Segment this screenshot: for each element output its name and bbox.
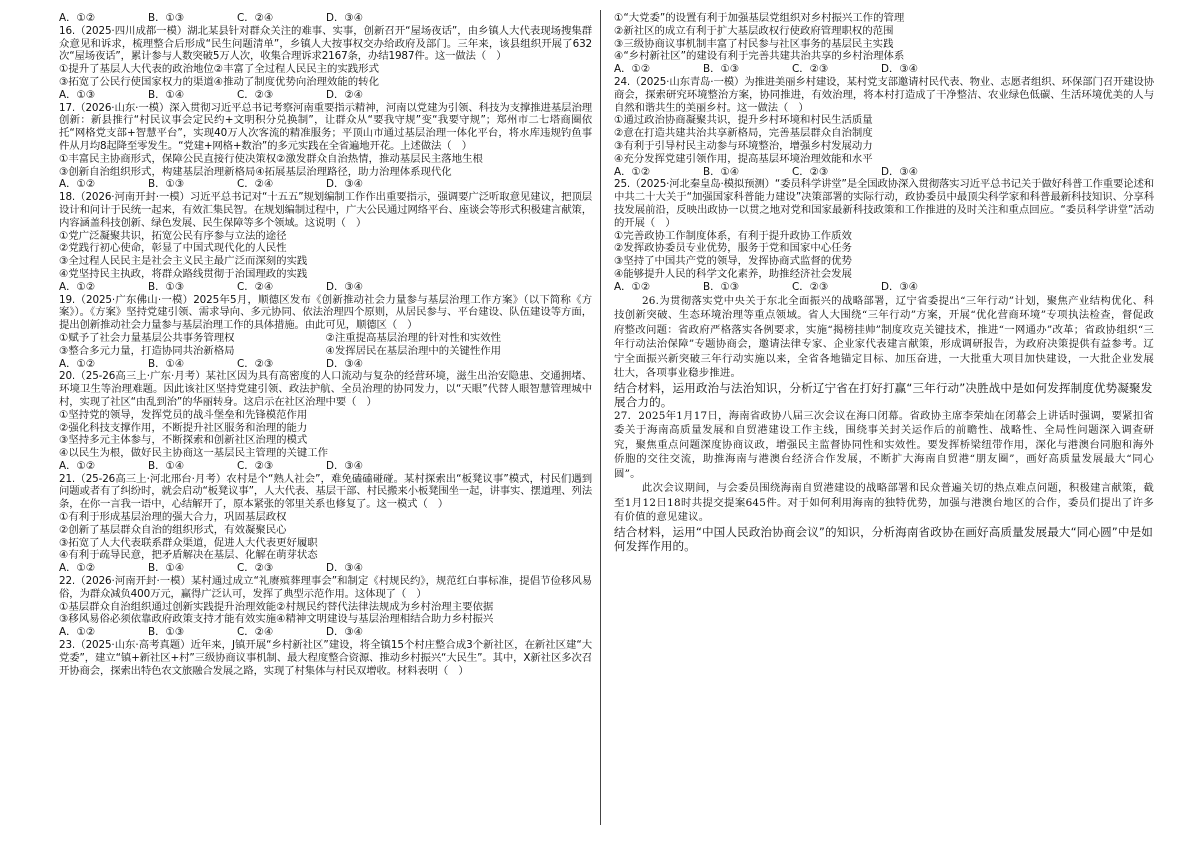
question-23-choices: A．①② B．①③ C．②③ D．③④ bbox=[614, 63, 919, 76]
question-26-prompt: 结合材料，运用政治与法治知识，分析辽宁省在打好打赢“三年行动”决胜战中是如何发挥制度优势凝聚发展合力的。 bbox=[614, 380, 1153, 409]
question-23-option: ②新社区的成立有利于扩大基层政权行使政府管理职权的范围 bbox=[614, 24, 894, 37]
question-23-option: ④“乡村新社区”的建设有利于完善共建共治共享的乡村治理体系 bbox=[614, 50, 905, 63]
question-20-stem: 20.（25-26高三上·广东·月考）某社区因为具有高密度的人口流动与复杂的经营环境，滋生出治安隐患、交通拥堵、环境卫生等治理难题。因此该社区坚持党建引领、政法护航、全员治理的协同发力，以“天眼”代替人眼智慧管理城中村，实现了社区“由乱到治”的华丽转身。这启示在社区治理中要（ ） bbox=[59, 370, 592, 408]
question-25-option: ④能够提升人民的科学文化素养，助推经济社会发展 bbox=[614, 267, 852, 280]
question-22-stem: 22.（2026·河南开封·一模）某村通过成立“礼赓殡葬理事会”和制定《村规民约》，规范红白事标准，提倡节俭移风易俗，为群众减负400万元，赢得广泛认可，发挥了典型示范作用。这体现了（ ） bbox=[59, 575, 592, 600]
question-19-option-row: ①赋予了社会力量基层公共事务管理权 ②注重提高基层治理的针对性和实效性 bbox=[59, 331, 502, 344]
question-24-stem: 24.（2025·山东青岛·一模）为推进美丽乡村建设，某村党支部邀请村民代表、物业、志愿者组织、环保部门召开建设协商会，探索研究环境整治方案，协同推进，有效治理，将本村打造成了干净整洁、农业绿色低碳、生活环境优美的人与自然和谐共生的美丽乡村。这一做法（ ） bbox=[614, 75, 1154, 114]
question-20-option: ①坚持党的领导，发挥党员的战斗堡垒和先锋模范作用 bbox=[59, 408, 308, 421]
column-divider bbox=[600, 10, 601, 825]
question-18-option: ①党广泛凝聚共识，拓宽公民有序参与立法的途径 bbox=[59, 229, 287, 242]
question-21-option: ①有利于形成基层治理的强大合力，巩固基层政权 bbox=[59, 511, 287, 524]
question-24-option: ②意在打造共建共治共享新格局，完善基层群众自治制度 bbox=[614, 127, 873, 140]
question-22-option: ③移风易俗必须依靠政府政策支持才能有效实施④精神文明建设与基层治理相结合助力乡村振兴 bbox=[59, 613, 494, 626]
question-23-option: ③三级协商议事机制丰富了村民参与社区事务的基层民主实践 bbox=[614, 37, 894, 50]
question-21-option: ③拓宽了人大代表联系群众渠道，促进人大代表更好履职 bbox=[59, 536, 318, 549]
question-18-option: ③全过程人民民主是社会主义民主最广泛而深刻的实践 bbox=[59, 255, 308, 268]
question-18-option: ④党坚持民主执政，将群众路线贯彻于治国理政的实践 bbox=[59, 267, 308, 280]
question-17-stem: 17.（2026·山东·一模）深入贯彻习近平总书记考察河南重要指示精神，河南以党建为引领、科技为支撑推进基层治理创新：新县推行“村民议事会定民约+文明积分兑换制”，让群众从“要我守规”变“我要守规”；郑州市二七塔商圈依托“网格党支部+智慧平台”，实现40万人次客流的精准服务；平顶山市通过基层治理一体化平台，将水库违规钓鱼事件从月均8起降至零发生。“党建+网格+数治”的多元实践在全省遍地开花。上述做法（ ） bbox=[59, 101, 592, 152]
question-20-choices: A．①② B．①④ C．②③ D．③④ bbox=[59, 459, 364, 472]
question-27-material-continued: 此次会议期间，与会委员围绕海南自贸港建设的战略部署和民众普遍关切的热点难点问题，积极建言献策，截至1月12日18时共提交提案645件。对于如何利用海南的独特优势，加强与港澳台地区的合作，委员们提出了许多有价值的意见建议。 bbox=[614, 482, 1154, 524]
question-24-option: ③有利于引导村民主动参与环境整治，增强乡村发展动力 bbox=[614, 139, 873, 152]
question-21-stem: 21.（25-26高三上·河北邢台·月考）农村是个“熟人社会”，难免磕磕碰碰。某村探索出“板凳议事”模式，村民们遇到问题或者有了纠纷时，就会启动“板凳议事”，人大代表、基层干部、村民搬来小板凳围坐一起，讲事实、摆道理、列法条，在你一言我一语中，心结解开了，原本紧张的邻里关系也修复了。这一模式（ ） bbox=[59, 472, 592, 511]
question-18-choices: A．①② B．①③ C．②④ D．③④ bbox=[59, 280, 364, 293]
question-16-option: ①提升了基层人大代表的政治地位②丰富了全过程人民民主的实践形式 bbox=[59, 63, 379, 76]
question-16-option: ③拓宽了公民行使国家权力的渠道④推动了制度优势向治理效能的转化 bbox=[59, 75, 379, 88]
question-24-choices: A．①② B．①④ C．②③ D．③④ bbox=[614, 165, 919, 178]
question-25-option: ①完善政协工作制度体系，有利于提升政协工作质效 bbox=[614, 229, 852, 242]
question-16-stem: 16.（2025·四川成都一模）湖北某县针对群众关注的难事、实事，创新召开“屋场夜话”，由乡镇人大代表现场搜集群众意见和诉求，梳理整合后形成“民生问题清单”，乡镇人大按事权交办给政府及部门。三年来，该县组织开展了632次“屋场夜话”，累计参与人数突破5万人次，收集合理诉求2167条，办结1987件。这一做法（ ） bbox=[59, 24, 592, 63]
question-19-choices: A．①② B．①④ C．②③ D．③④ bbox=[59, 357, 364, 370]
question-17-option: ③创新自治组织形式，构建基层治理新格局④拓展基层治理路径，助力治理体系现代化 bbox=[59, 165, 452, 178]
question-17-choices: A．①② B．①③ C．②④ D．③④ bbox=[59, 178, 364, 191]
question-24-option: ①通过政治协商凝聚共识，提升乡村环境和村民生活质量 bbox=[614, 114, 873, 127]
question-20-option: ③坚持多元主体参与，不断探索和创新社区治理的模式 bbox=[59, 434, 308, 447]
question-17-option: ①丰富民主协商形式，保障公民直接行使决策权②激发群众自治热情，推动基层民主落地生根 bbox=[59, 152, 483, 165]
question-26-material: 26.为贯彻落实党中央关于东北全面振兴的战略部署，辽宁省委提出“三年行动”计划，聚焦产业结构优化、科技创新突破、生态环境治理等重点领域。省人大围绕“三年行动”方案，开展“优化营商环境”专项执法检查，督促政府整改问题：省政府严格落实各例要求，实施“揭榜挂帅”制度攻克关键技术，推进“一网通办”改革；省政协组织“三年行动法治保障”专题协商会，邀请法律专家、企业家代表建言献策，形成调研报告，为政府决策提供有益参考。辽宁全面振兴新突破三年行动实施以来，全省各地锚定目标、加压奋进，一大批重大项目加快建设，一大批企业发展壮大，各项事业稳步推进。 bbox=[614, 294, 1154, 380]
question-20-option: ④以民生为根，做好民主协商这一基层民主管理的关键工作 bbox=[59, 447, 329, 460]
question-23-stem: 23.（2025·山东·高考真题）近年来，J镇开展“乡村新社区”建设，将全镇15个村庄整合成3个新社区，在新社区建“大党委”，建立“镇+新社区+村”三级协商议事机制、最大程度整合资源、推动乡村振兴“大民生”。其中，X新社区多次召开协商会，探索出特色农文旅融合发展之路，实现了村集体与村民双增收。材料表明（ ） bbox=[59, 639, 592, 677]
question-19-stem: 19.（2025·广东佛山·一模）2025年5月，顺德区发布《创新推动社会力量参与基层治理工作方案》（以下简称《方案》）。《方案》坚持党建引领、需求导向、多元协同、依法治理四个原则，从居民参与、平台建设、队伍建设等方面，提出创新推动社会力量参与基层治理工作的具体措施。由此可见，顺德区（ ） bbox=[59, 293, 592, 332]
question-23-option: ①“大党委”的设置有利于加强基层党组织对乡村振兴工作的管理 bbox=[614, 12, 905, 24]
answer-choices: A．①② B．①③ C．②④ D．③④ bbox=[59, 12, 364, 24]
question-24-option: ④充分发挥党建引领作用，提高基层环境治理效能和水平 bbox=[614, 152, 873, 165]
question-27-prompt: 结合材料，运用“中国人民政治协商会议”的知识，分析海南省政协在画好高质量发展最大“同心圆”中是如何发挥作用的。 bbox=[614, 524, 1153, 553]
question-21-option: ②创新了基层群众自治的组织形式，有效凝聚民心 bbox=[59, 523, 287, 536]
question-25-option: ②发挥政协委员专业优势，服务于党和国家中心任务 bbox=[614, 242, 852, 255]
question-25-stem: 25.（2025·河北秦皇岛·模拟预测）“委员科学讲堂”是全国政协深入贯彻落实习近平总书记关于做好科普工作重要论述和中共二十大关于“加强国家科普能力建设”决策部署的实际行动，政协委员中最顶尖科学家和科普最新科技知识、分享科技发展前沿，反映出政协一以贯之地对党和国家最新科技政策和工作推进的及时关注和重点回应。“委员科学讲堂”活动的开展（ ） bbox=[614, 178, 1154, 229]
question-19-option-row: ③整合多元力量，打造协同共治新格局 ④发挥居民在基层治理中的关键性作用 bbox=[59, 344, 502, 357]
left-column bbox=[59, 12, 592, 677]
question-18-stem: 18.（2026·河南开封·一模）习近平总书记对“十五五”规划编制工作作出重要指示，强调要广泛听取意见建议，把顶层设计和问计于民统一起来，有效汇集民智。在规划编制过程中，广大公民通过网络平台、座谈会等形式积极建言献策，内容涵盖科技创新、绿色发展、民生保障等多个领域。这说明（ ） bbox=[59, 191, 592, 229]
question-22-choices: A．①② B．①③ C．②④ D．③④ bbox=[59, 626, 364, 639]
question-22-option: ①基层群众自治组织通过创新实践提升治理效能②村规民约替代法律法规成为乡村治理主要依据 bbox=[59, 600, 494, 613]
question-25-choices: A．①② B．①③ C．②③ D．③④ bbox=[614, 280, 919, 293]
right-column bbox=[614, 12, 1154, 553]
question-21-option: ④有利于疏导民意，把矛盾解决在基层、化解在萌芽状态 bbox=[59, 549, 318, 562]
question-16-choices: A．①③ B．①④ C．②③ D．②④ bbox=[59, 88, 364, 101]
question-18-option: ②党践行初心使命，彰显了中国式现代化的人民性 bbox=[59, 242, 287, 255]
question-27-material: 27．2025年1月17日，海南省政协八届三次会议在海口闭幕。省政协主席李荣灿在闭幕会上讲话时强调，要紧扣省委关于海南高质量发展和自贸港建设工作主线，围绕事关封关运作后的前瞻性、战略性、全局性问题深入调查研究，聚焦重点问题深度协商议政，增强民主监督协同性和实效性。要发挥桥梁纽带作用，深化与港澳台同胞和海外侨胞的交往交流，助推海南与港澳台经济合作发展，不断扩大海南自贸港“朋友圈”，画好高质量发展最大“同心圆”。 bbox=[614, 409, 1154, 480]
question-25-option: ③坚持了中国共产党的领导，发挥协商式监督的优势 bbox=[614, 255, 852, 268]
question-21-choices: A．①② B．①④ C．②③ D．③④ bbox=[59, 562, 364, 575]
question-20-option: ②强化科技支撑作用，不断提升社区服务和治理的能力 bbox=[59, 421, 308, 434]
